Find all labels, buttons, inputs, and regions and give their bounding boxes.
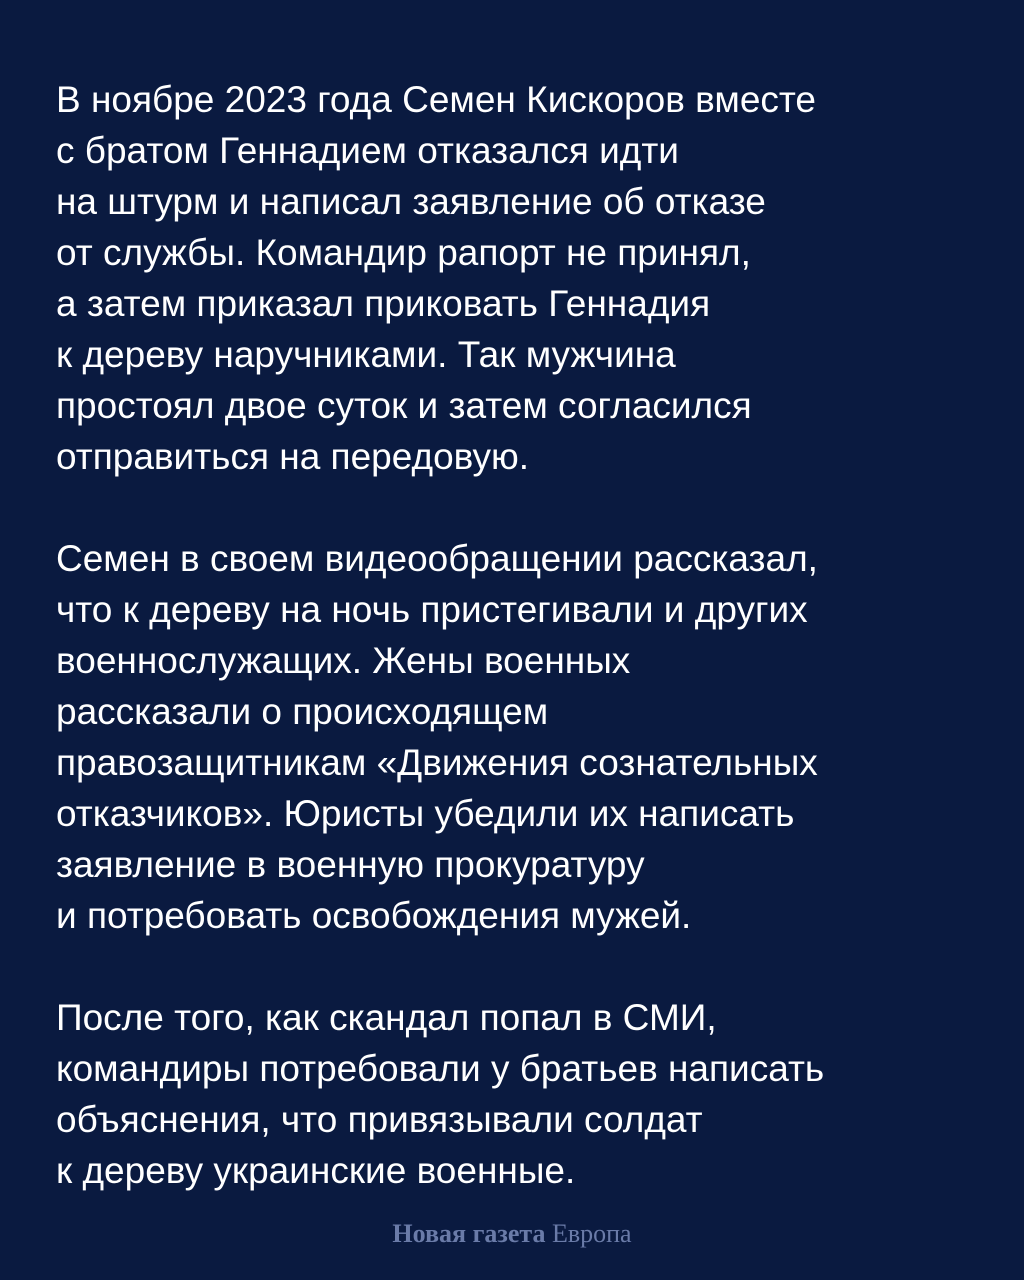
paragraph-line: и потребовать освобождения мужей.	[56, 895, 692, 936]
paragraph-line: объяснения, что привязывали солдат	[56, 1099, 703, 1140]
paragraph-line: на штурм и написал заявление об отказе	[56, 181, 766, 222]
article-text	[56, 74, 986, 1196]
paragraph-line: Семен в своем видеообращении рассказал,	[56, 538, 818, 579]
paragraph-line: командиры потребовали у братьев написать	[56, 1048, 825, 1089]
paragraph-line: что к дереву на ночь пристегивали и других	[56, 589, 808, 630]
paragraph-line: правозащитникам «Движения сознательных	[56, 742, 818, 783]
paragraph-line: к дереву наручниками. Так мужчина	[56, 334, 676, 375]
paragraph-line: а затем приказал приковать Геннадия	[56, 283, 711, 324]
logo-primary-text: Новая газета	[392, 1219, 546, 1248]
paragraph-line: простоял двое суток и затем согласился	[56, 385, 752, 426]
logo-secondary-text: Европа	[551, 1219, 632, 1248]
paragraph-line: к дереву украинские военные.	[56, 1150, 576, 1191]
paragraph-1	[56, 74, 986, 482]
paragraph-line: военнослужащих. Жены военных	[56, 640, 631, 681]
paragraph-line: от службы. Командир рапорт не принял,	[56, 232, 751, 273]
paragraph-3	[56, 992, 986, 1196]
publisher-logo	[0, 1218, 1024, 1250]
paragraph-line: заявление в военную прокуратуру	[56, 844, 645, 885]
paragraph-line: отказчиков». Юристы убедили их написать	[56, 793, 795, 834]
paragraph-line: отправиться на передовую.	[56, 436, 530, 477]
paragraph-line: рассказали о происходящем	[56, 691, 549, 732]
paragraph-2	[56, 533, 986, 941]
paragraph-line: После того, как скандал попал в СМИ,	[56, 997, 717, 1038]
paragraph-line: с братом Геннадием отказался идти	[56, 130, 679, 171]
paragraph-line: В ноябре 2023 года Семен Кискоров вместе	[56, 79, 816, 120]
